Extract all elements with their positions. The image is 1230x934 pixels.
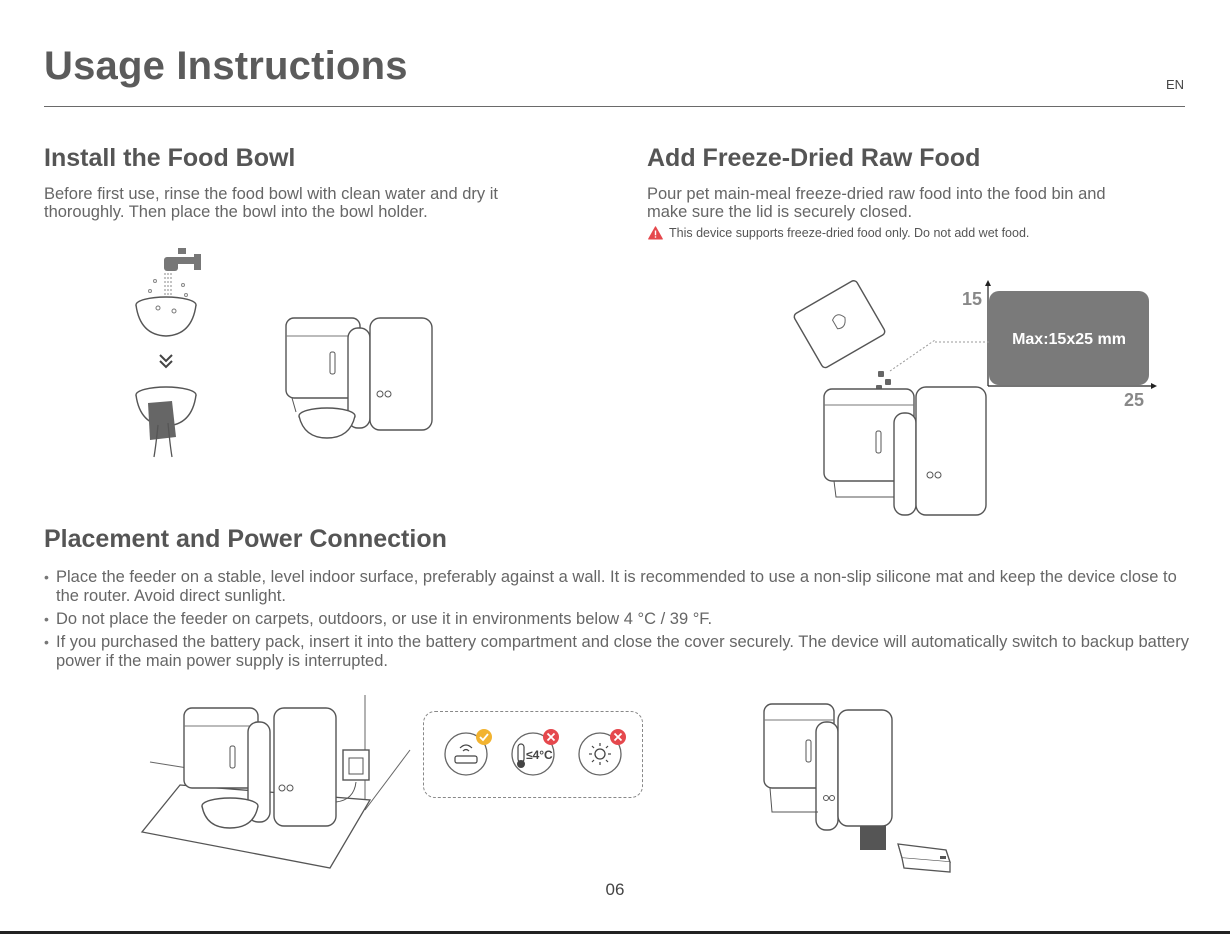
feeder-with-bowl-illustration <box>282 312 442 442</box>
dimension-height-label: 15 <box>962 289 983 309</box>
header-divider <box>44 106 1185 107</box>
add-food-instructions-line2: make sure the lid is securely closed. <box>647 203 913 221</box>
add-food-section-title: Add Freeze-Dried Raw Food <box>647 144 981 172</box>
page-title: Usage Instructions <box>44 44 408 88</box>
battery-pack <box>898 844 950 872</box>
chevron-down-double-icon <box>160 355 172 367</box>
install-section-title: Install the Food Bowl <box>44 144 296 172</box>
feeder-with-battery-illustration <box>760 700 960 875</box>
faucet-icon <box>164 248 201 271</box>
install-instructions <box>44 185 498 221</box>
placement-section-title: Placement and Power Connection <box>44 525 447 553</box>
max-size-label: Max:15x25 mm <box>1012 331 1126 348</box>
placement-bullet-1: • Place the feeder on a stable, level indoor surface, preferably against a wall. It is recommended to use a non-slip silicone mat and keep the device close to the router. Avoid direct sunlight. <box>44 568 1194 606</box>
placement-bullet-list <box>44 568 1194 675</box>
language-label: EN <box>1165 77 1184 92</box>
warning-icon <box>648 226 663 240</box>
temperature-limit-label: ≤4°C <box>526 748 553 762</box>
wall-outlet <box>343 750 369 780</box>
feeder-on-mat-illustration <box>140 690 420 870</box>
environment-icons <box>440 728 640 788</box>
dimension-width-label: 25 <box>1124 390 1145 410</box>
add-food-instructions-line1: Pour pet main-meal freeze-dried raw food into the food bin and <box>647 185 1106 203</box>
add-food-instructions <box>647 185 1106 221</box>
cross-icon <box>543 729 559 745</box>
rinse-and-dry-illustration <box>120 245 230 460</box>
install-instructions-line2: thoroughly. Then place the bowl into the bowl holder. <box>44 203 428 221</box>
check-icon <box>476 729 492 745</box>
placement-bullet-2: • Do not place the feeder on carpets, outdoors, or use it in environments below 4 °C / 39 °F. <box>44 610 1194 629</box>
install-instructions-line1: Before first use, rinse the food bowl with clean water and dry it <box>44 185 498 203</box>
cross-icon <box>610 729 626 745</box>
page-number: 06 <box>605 880 625 899</box>
wet-food-warning <box>648 226 1029 240</box>
warning-text: This device supports freeze-dried food only. Do not add wet food. <box>669 226 1030 240</box>
placement-bullet-3: • If you purchased the battery pack, insert it into the battery compartment and close the cover securely. The device will automatically switch to backup battery power if the main power supply is interrupted. <box>44 633 1194 671</box>
